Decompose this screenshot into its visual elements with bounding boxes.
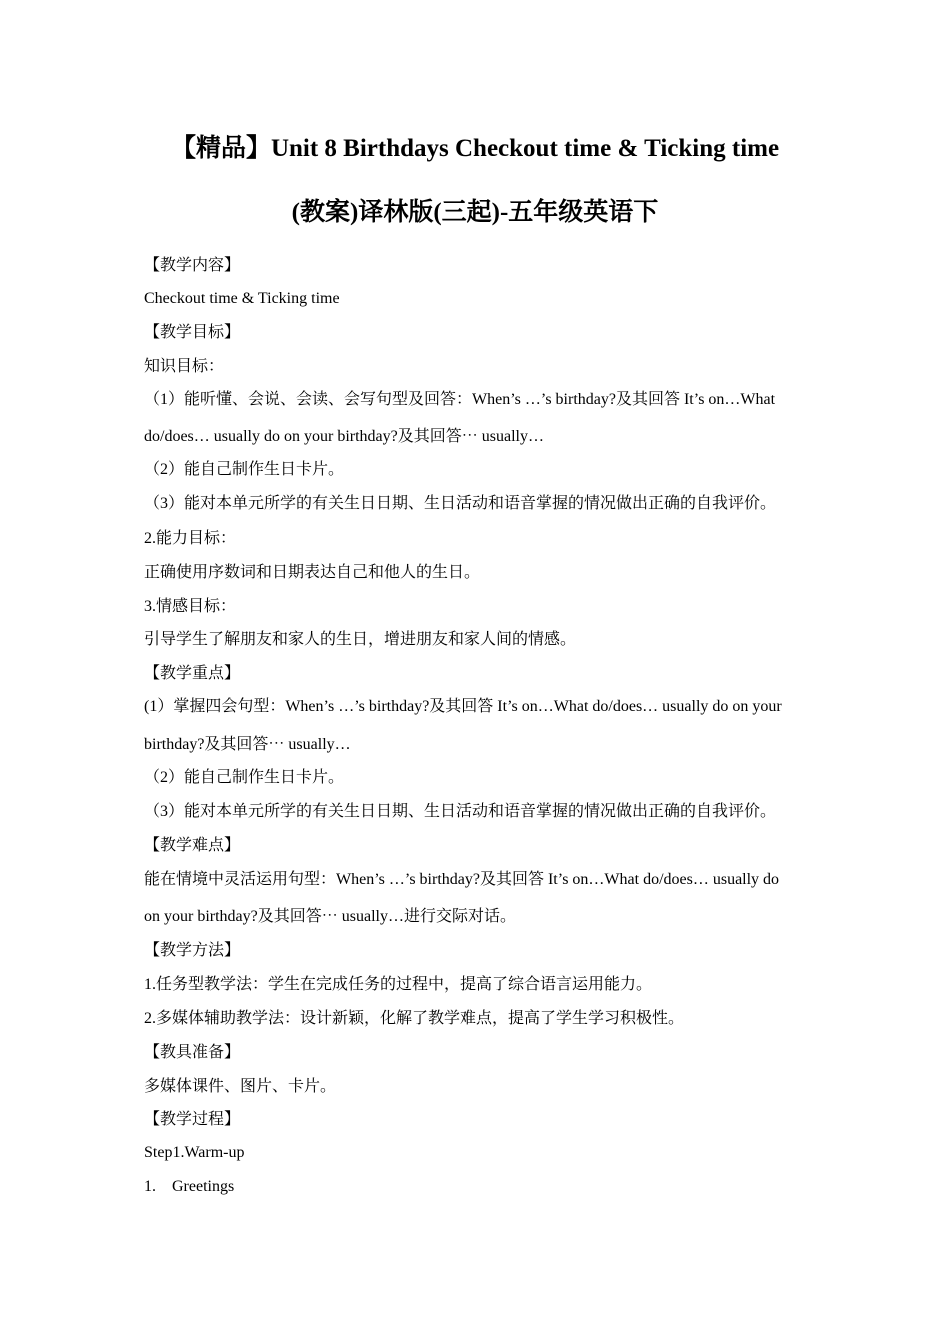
paragraph-line: 2.能力目标： [144,530,237,547]
paragraph-line: 引导学生了解朋友和家人的生日，增进朋友和家人间的情感。 [144,631,577,648]
paragraph-line: on your birthday?及其回答⋯ usually…进行交际对话。 [144,908,516,925]
paragraph-line: （2）能自己制作生日卡片。 [144,769,345,786]
document-title-line-1: 【精品】Unit 8 Birthdays Checkout time & Ticking time [170,135,780,162]
section-heading-difficult-points: 【教学难点】 [144,837,241,854]
paragraph-line: birthday?及其回答⋯ usually… [144,736,351,753]
paragraph-line: 正确使用序数词和日期表达自己和他人的生日。 [144,564,481,581]
section-heading-teaching-process: 【教学过程】 [144,1111,241,1128]
section-heading-key-points: 【教学重点】 [144,665,241,682]
paragraph-line: （2）能自己制作生日卡片。 [144,461,345,478]
paragraph-line: (1）掌握四会句型：When’s …’s birthday?及其回答 It’s on…What do/does… usually do on your [144,698,782,715]
paragraph-line: Step1.Warm-up [144,1144,245,1161]
paragraph-line: Checkout time & Ticking time [144,290,340,307]
paragraph-line: 3.情感目标： [144,598,237,615]
paragraph-line: do/does… usually do on your birthday?及其回答⋯ usually… [144,428,544,445]
paragraph-line: （1）能听懂、会说、会读、会写句型及回答：When’s …’s birthday?及其回答 It’s on…What [144,391,776,408]
section-heading-teaching-methods: 【教学方法】 [144,942,241,959]
paragraph-line: 知识目标： [144,358,225,375]
section-heading-teaching-aids: 【教具准备】 [144,1044,241,1061]
paragraph-line: 1.任务型教学法：学生在完成任务的过程中，提高了综合语言运用能力。 [144,976,653,993]
paragraph-line: 多媒体课件、图片、卡片。 [144,1078,337,1095]
document-title-line-2: (教案)译林版(三起)-五年级英语下 [291,199,659,226]
paragraph-line: （3）能对本单元所学的有关生日日期、生日活动和语音掌握的情况做出正确的自我评价。 [144,803,777,820]
paragraph-line: 能在情境中灵活运用句型：When’s …’s birthday?及其回答 It’s on…What do/does… usually do [144,871,780,888]
paragraph-line: 1. Greetings [144,1178,235,1195]
paragraph-line: （3）能对本单元所学的有关生日日期、生日活动和语音掌握的情况做出正确的自我评价。 [144,495,777,512]
paragraph-line: 2.多媒体辅助教学法：设计新颖，化解了教学难点，提高了学生学习积极性。 [144,1010,685,1027]
section-heading-teaching-goals: 【教学目标】 [144,324,241,341]
section-heading-teaching-content: 【教学内容】 [144,257,241,274]
